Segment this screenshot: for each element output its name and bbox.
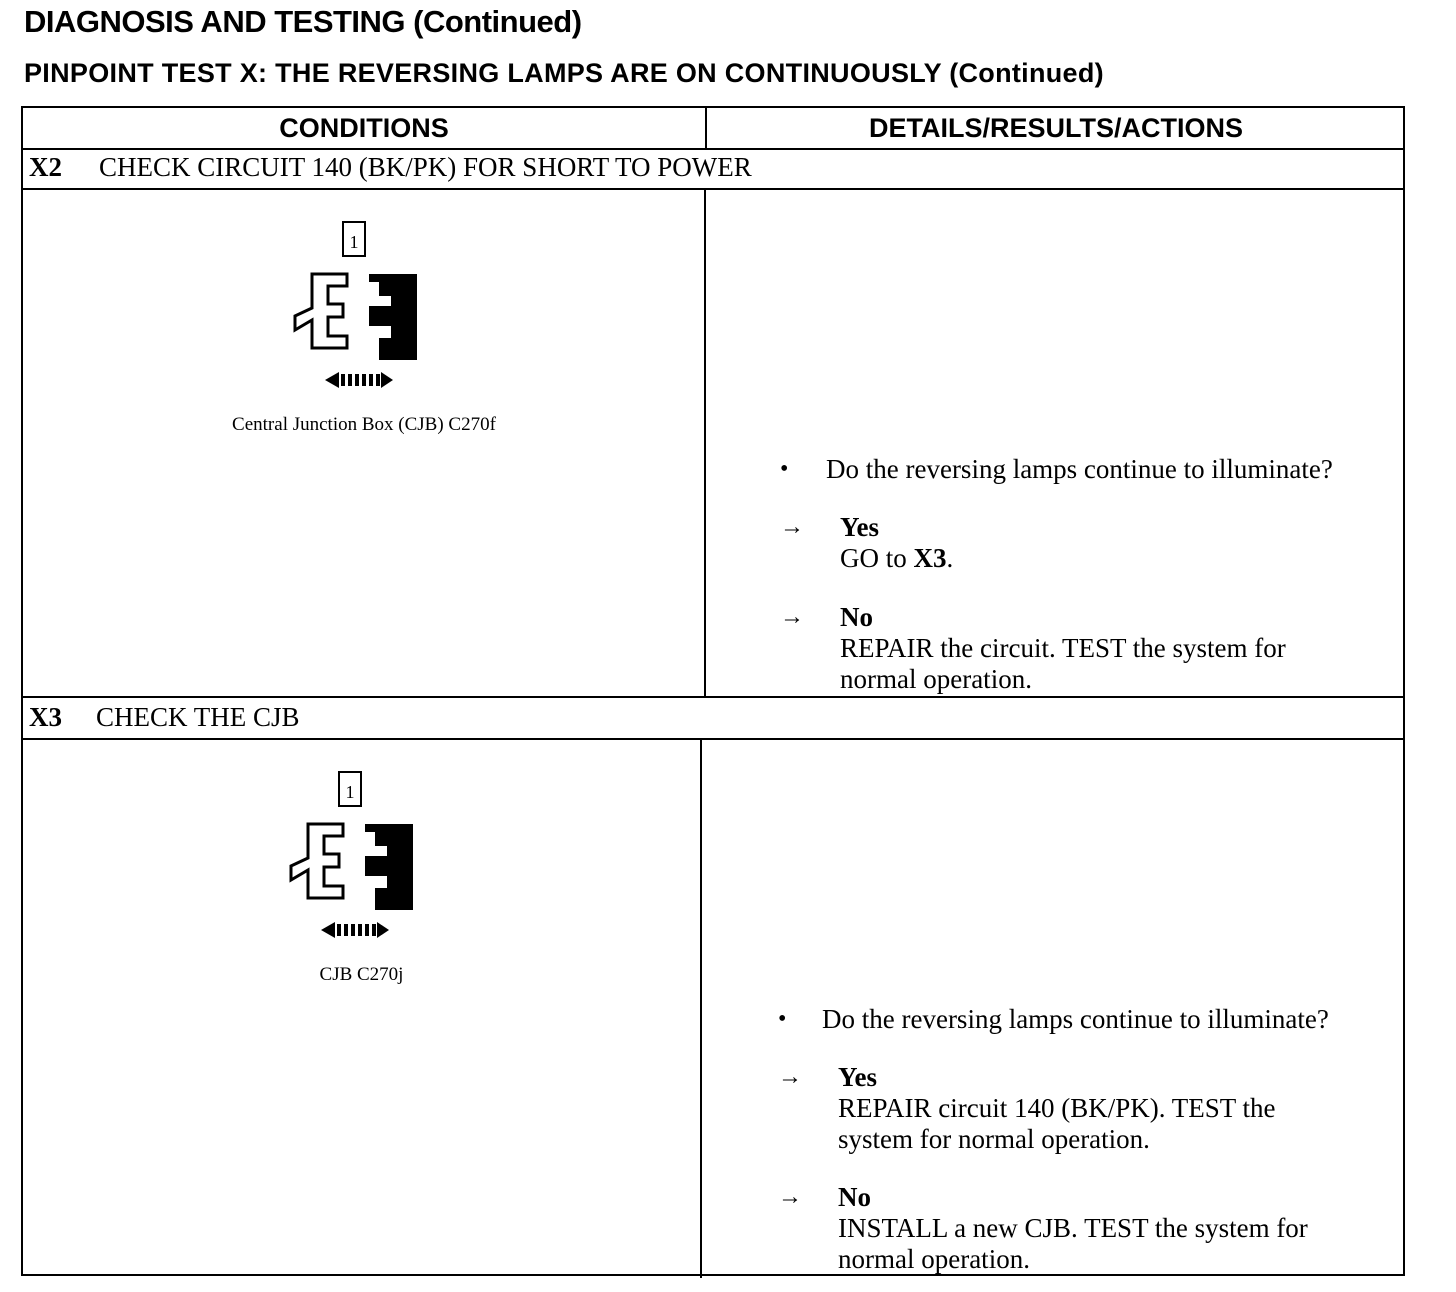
svg-text:1: 1 bbox=[349, 232, 359, 252]
column-divider bbox=[704, 188, 706, 696]
bullet-icon: • bbox=[780, 456, 789, 482]
yes-answer bbox=[840, 512, 953, 574]
row-divider bbox=[23, 738, 1403, 740]
arrow-right-icon: → bbox=[778, 1184, 802, 1210]
no-action-line-2: normal operation. bbox=[840, 664, 1032, 694]
yes-action-end: . bbox=[946, 543, 954, 573]
step-x2-heading bbox=[29, 148, 752, 186]
step-number: X3 bbox=[29, 702, 62, 732]
step-title: CHECK THE CJB bbox=[96, 702, 300, 732]
goto-step-link: X3 bbox=[913, 543, 947, 573]
conditions-column-header: CONDITIONS bbox=[279, 113, 449, 143]
no-action-line-1: INSTALL a new CJB. TEST the system for bbox=[838, 1213, 1308, 1243]
question-text: Do the reversing lamps continue to illuminate? bbox=[822, 1004, 1329, 1034]
question-text: Do the reversing lamps continue to illuminate? bbox=[826, 454, 1333, 484]
column-divider bbox=[700, 738, 702, 1278]
figure-caption: Central Junction Box (CJB) C270f bbox=[232, 414, 496, 435]
diagnosis-table bbox=[21, 106, 1405, 1276]
no-answer bbox=[838, 1182, 1308, 1275]
no-action-line-2: normal operation. bbox=[838, 1244, 1030, 1274]
no-label: No bbox=[840, 602, 873, 632]
no-label: No bbox=[838, 1182, 871, 1212]
arrow-right-icon: → bbox=[780, 604, 804, 630]
connector-c270j-icon bbox=[281, 770, 421, 950]
yes-action-line-1: REPAIR circuit 140 (BK/PK). TEST the bbox=[838, 1093, 1276, 1123]
svg-text:1: 1 bbox=[345, 782, 355, 802]
yes-label: Yes bbox=[840, 512, 879, 542]
arrow-right-icon: → bbox=[780, 514, 804, 540]
step-x2-results bbox=[780, 454, 1400, 694]
figure-caption: CJB C270j bbox=[319, 964, 404, 985]
yes-answer bbox=[838, 1062, 1276, 1155]
connector-c270f-icon bbox=[285, 220, 425, 400]
test-title: PINPOINT TEST X: THE REVERSING LAMPS ARE ON CONTINUOUSLY (Continued) bbox=[24, 58, 1104, 88]
step-number: X2 bbox=[29, 152, 62, 182]
arrow-right-icon: → bbox=[778, 1064, 802, 1090]
yes-label: Yes bbox=[838, 1062, 877, 1092]
bullet-icon: • bbox=[778, 1006, 787, 1032]
step-x3-heading bbox=[29, 698, 300, 736]
step-x3-results bbox=[778, 1004, 1398, 1276]
no-answer bbox=[840, 602, 1286, 695]
row-divider bbox=[23, 188, 1403, 190]
page-title: DIAGNOSIS AND TESTING (Continued) bbox=[24, 4, 582, 39]
yes-action-text: GO to bbox=[840, 543, 914, 573]
header-divider bbox=[705, 108, 707, 148]
details-column-header: DETAILS/RESULTS/ACTIONS bbox=[868, 113, 1243, 143]
no-action-line-1: REPAIR the circuit. TEST the system for bbox=[840, 633, 1286, 663]
yes-action-line-2: system for normal operation. bbox=[838, 1124, 1150, 1154]
step-title: CHECK CIRCUIT 140 (BK/PK) FOR SHORT TO POWER bbox=[99, 152, 752, 182]
